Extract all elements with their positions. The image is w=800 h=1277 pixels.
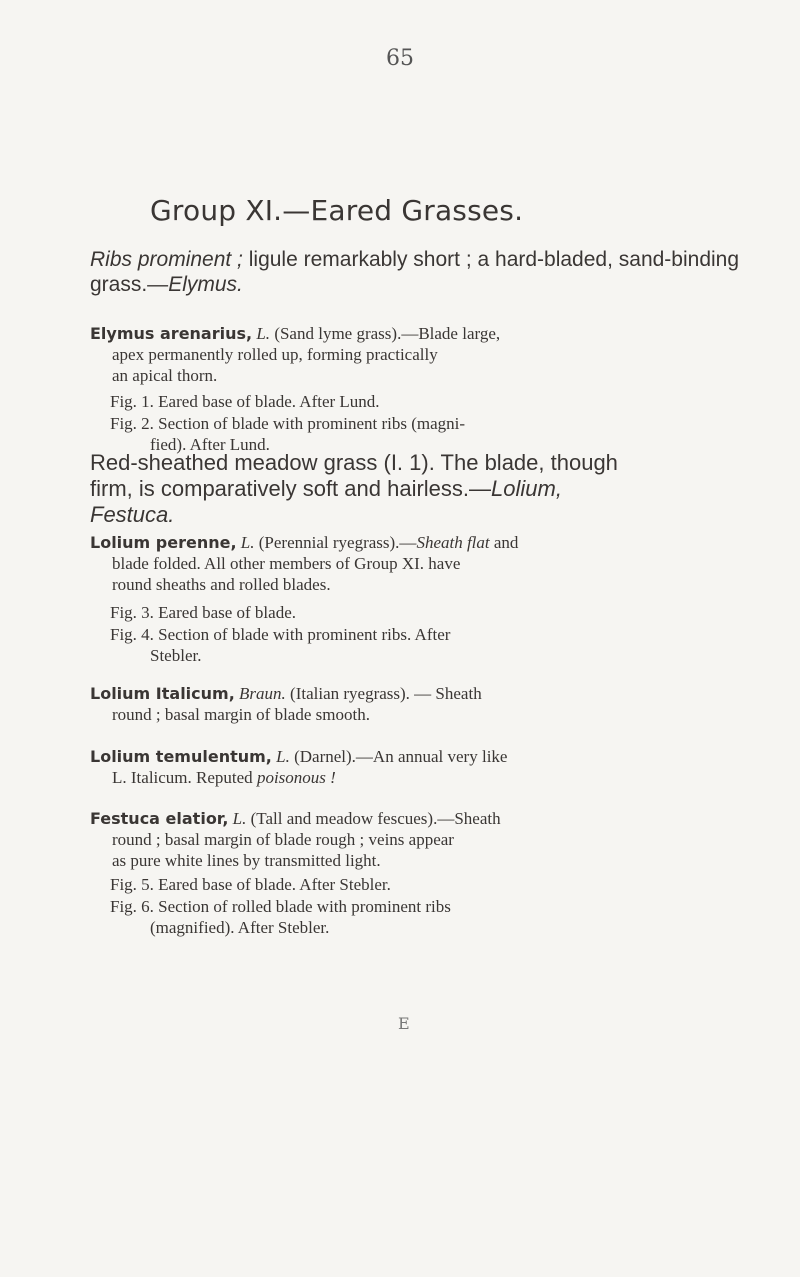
- species-name: Lolium Italicum,: [90, 684, 235, 703]
- intro-line: firm, is comparatively soft and hairless.—: [90, 476, 492, 501]
- figure-caption: [110, 413, 750, 455]
- species-entry-lolium-temulentum: [90, 746, 750, 788]
- subgroup-description: [90, 450, 750, 528]
- entry-line: round ; basal margin of blade smooth.: [112, 705, 370, 724]
- species-author: L.: [256, 324, 271, 343]
- caption-line: (magnified). After Stebler.: [150, 918, 330, 937]
- entry-line: blade folded. All other members of Group XI. have: [112, 554, 461, 573]
- entry-line: as pure white lines by transmitted light.: [112, 851, 381, 870]
- entry-line: an apical thorn.: [112, 366, 218, 385]
- species-author: L.: [232, 809, 247, 828]
- entry-line: (Perennial ryegrass).—: [254, 533, 417, 552]
- figure-caption: [110, 624, 750, 666]
- intro-line: Red-sheathed meadow grass (I. 1). The blade, though: [90, 450, 618, 475]
- intro-lead: Ribs prominent ;: [90, 248, 243, 271]
- figure-caption: Fig. 3. Eared base of blade.: [110, 603, 296, 622]
- entry-line: [90, 767, 750, 788]
- species-entry-lolium-perenne: [90, 532, 750, 595]
- entry-italic: poisonous !: [256, 768, 336, 787]
- intro-genus: Elymus.: [168, 273, 243, 296]
- intro-text: ligule remarkably short ; a hard-bladed, sand-binding grass.—: [90, 248, 740, 296]
- caption-line: Fig. 4. Section of blade with prominent ribs. After: [110, 625, 451, 644]
- signature-mark: E: [398, 1014, 410, 1033]
- species-name: Lolium perenne,: [90, 533, 237, 552]
- entry-line: (Darnel).—An annual very like: [289, 747, 508, 766]
- entry-line: (Italian ryegrass). — Sheath: [285, 684, 482, 703]
- species-entry-elymus: [90, 323, 750, 386]
- page-number: 65: [386, 46, 414, 71]
- figure-caption: Fig. 1. Eared base of blade. After Lund.: [110, 392, 380, 411]
- caption-line: Stebler.: [150, 646, 202, 665]
- entry-line: and: [489, 533, 519, 552]
- species-name: Elymus arenarius,: [90, 324, 253, 343]
- intro-genus: Lolium,: [491, 476, 562, 501]
- entry-line: (Sand lyme grass).—Blade large,: [270, 324, 501, 343]
- figure-caption: Fig. 5. Eared base of blade. After Stebler.: [110, 875, 391, 894]
- species-author: L.: [240, 533, 255, 552]
- intro-genus: Festuca.: [90, 502, 175, 527]
- figure-caption: [110, 896, 750, 938]
- group-description: [90, 247, 750, 297]
- caption-line: fied). After Lund.: [150, 435, 270, 454]
- species-name: Festuca elatior,: [90, 809, 229, 828]
- group-heading: Group XI.—Eared Grasses.: [150, 194, 524, 227]
- entry-line: (Tall and meadow fescues).—Sheath: [246, 809, 501, 828]
- species-author: Braun.: [239, 684, 286, 703]
- entry-line: round ; basal margin of blade rough ; veins appear: [112, 830, 454, 849]
- species-name: Lolium temulentum,: [90, 747, 272, 766]
- entry-italic: Sheath flat: [416, 533, 490, 552]
- entry-line: round sheaths and rolled blades.: [112, 575, 331, 594]
- entry-text: L. Italicum. Reputed: [112, 768, 257, 787]
- species-author: L.: [276, 747, 290, 766]
- species-entry-festuca: [90, 808, 750, 871]
- species-entry-lolium-italicum: [90, 683, 750, 725]
- entry-line: apex permanently rolled up, forming practically: [112, 345, 438, 364]
- caption-line: Fig. 2. Section of blade with prominent ribs (magni-: [110, 414, 466, 433]
- caption-line: Fig. 6. Section of rolled blade with prominent ribs: [110, 897, 451, 916]
